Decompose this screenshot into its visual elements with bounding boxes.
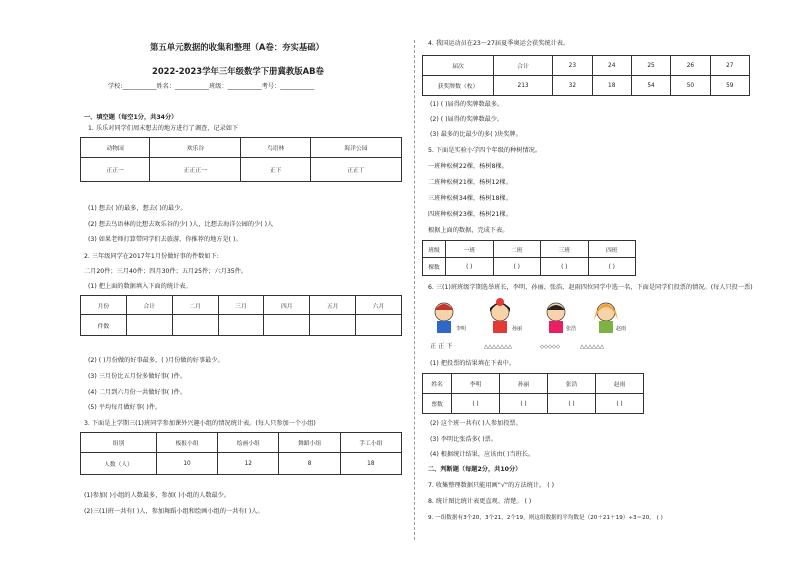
q3-header-cell: 手工小组 (340, 433, 401, 453)
q6-header-cell: 孙丽 (500, 374, 548, 394)
q5-header-cell: 三班 (541, 241, 589, 258)
q5-blank-cell[interactable]: ( ) (588, 258, 636, 276)
q5-header-cell: 一班 (446, 241, 494, 258)
q5-data: 三班种松树34棵，杨树18棵。 (428, 195, 512, 202)
q2-blank-cell[interactable] (310, 315, 356, 336)
section-fill-in-heading: 一、填空题（每空1分，共34分） (84, 114, 178, 121)
q1-header-cell: 欢乐谷 (150, 138, 241, 158)
q4-header-cell: 合计 (494, 56, 553, 76)
q6-blank-cell[interactable]: ( ) (596, 394, 644, 414)
q2-header-cell: 二月 (172, 296, 218, 315)
q5-blank-cell[interactable]: ( ) (541, 258, 589, 276)
q3-item: (2)三(1)班一共有( )人，参加舞蹈小组和绘画小组的一共有( )人。 (84, 508, 264, 515)
q4-value-cell: 50 (671, 76, 710, 96)
vote-tally-sunli: △△△△△△△ (484, 344, 512, 350)
q2-header-cell: 月份 (81, 296, 127, 315)
q5-text: 5. 下面是实验小学四个年级的种树情况。 (428, 147, 542, 154)
student-info-line: 学校:___________姓名：___________班级：___________考号：___________ (108, 83, 315, 90)
q3-value-cell: 8 (279, 453, 340, 475)
q5-blank-cell[interactable]: ( ) (446, 258, 494, 276)
q2-header-cell: 三月 (218, 296, 264, 315)
q4-value-cell: 213 (494, 76, 553, 96)
q5-blank-cell[interactable]: ( ) (493, 258, 541, 276)
q6-blank-cell[interactable]: ( ) (500, 394, 548, 414)
q5-tree-table (422, 240, 636, 276)
q1-header-cell: 海洋公园 (310, 138, 401, 158)
q4-value-cell: 32 (553, 76, 592, 96)
kid-name-zhanghao: 张浩 (566, 326, 577, 332)
q3-header-cell: 绘画小组 (218, 433, 279, 453)
q4-header-cell: 届次 (423, 56, 494, 76)
q1-header-cell: 鸟语林 (241, 138, 310, 158)
q5-data: 二班种松树21棵，杨树12棵。 (428, 179, 512, 186)
q6-row-label: 票数 (423, 394, 452, 414)
kid-name-sunli: 孙丽 (512, 326, 523, 332)
q2-row-label: 件数 (81, 315, 127, 336)
q6-header-cell: 赵雨 (596, 374, 644, 394)
kid-name-liming: 李明 (456, 326, 467, 332)
q6-vote-table (422, 373, 644, 414)
judge-item: 7. 收集整理数据只能用画“√”的方法统计。 ( ) (428, 482, 554, 489)
q5-row-label: 棵数 (423, 258, 446, 276)
q5-header-cell: 二班 (493, 241, 541, 258)
judge-item: 8. 统计图比统计表更直观、清楚。 ( ) (428, 498, 532, 505)
q1-item: (1) 想去( )的最多，想去( )的最少。 (88, 205, 187, 212)
q4-value-cell: 54 (631, 76, 670, 96)
q1-tally-cell: 正正丅 (310, 158, 401, 182)
q4-medal-table (422, 55, 750, 96)
vote-tally-zhaoyu: △△△△△△ (580, 344, 604, 350)
q4-item: (1) ( )届得的奖牌数最多。 (430, 101, 504, 108)
q2-blank-cell[interactable] (218, 315, 264, 336)
q3-item: (1)参加( )小组的人数最多，参加( )小组的人数最少。 (84, 492, 231, 499)
q2-blank-cell[interactable] (172, 315, 218, 336)
q4-header-cell: 25 (631, 56, 670, 76)
column-divider (414, 40, 415, 540)
q3-header-cell: 舞蹈小组 (279, 433, 340, 453)
q1-item: (3) 如果老师打算带同学们去旅游，你推荐的地方是( )。 (88, 236, 242, 243)
q5-prompt: 根据上面的数据，完成下表。 (428, 227, 509, 234)
q6-item: (1) 把投票的结果填在下表中。 (430, 360, 515, 367)
kid-name-zhaoyu: 赵雨 (616, 326, 627, 332)
q4-row-label: 获奖牌数（枚） (423, 76, 494, 96)
q3-row-label: 人数（人） (81, 453, 157, 475)
q2-item: (5) 平均每月做好事( )件。 (88, 404, 162, 411)
q1-survey-table (80, 137, 402, 182)
q5-data: 一班种松树22棵，杨树8棵。 (428, 163, 508, 170)
q3-header-cell: 组别 (81, 433, 157, 453)
q3-value-cell: 18 (340, 453, 401, 475)
vote-tally-liming: 正 正 下 (430, 343, 453, 350)
q5-header-cell: 四班 (588, 241, 636, 258)
q2-item: (3) 三月份比五月份多做好事( )件。 (88, 373, 186, 380)
q1-tally-cell: 正正一 (81, 158, 150, 182)
q2-header-cell: 六月 (356, 296, 402, 315)
page-subtitle: 2022-2023学年三年级数学下册冀教版AB卷 (152, 66, 324, 76)
vote-tally-zhanghao: ◇◇◇◇◇ (540, 344, 560, 350)
q5-data: 四班种松树23棵，杨树21棵。 (428, 211, 512, 218)
q4-text: 4. 我国运动员在23～27届夏季奥运会获奖统计表。 (428, 40, 570, 47)
q4-header-cell: 26 (671, 56, 710, 76)
section-judge-heading: 二、判断题（每题2分，共10分） (428, 466, 522, 473)
q1-tally-cell: 正正正一 (150, 158, 241, 182)
q6-text: 6. 三(1)班班级学期选举班长，李明、孙丽、张浩、赵雨四位同学中选一名，下面是同学们投票的情况。(每人只投一票) (428, 284, 753, 291)
q3-header-cell: 板报小组 (156, 433, 217, 453)
q2-statistics-table (80, 295, 402, 336)
q3-value-cell: 12 (218, 453, 279, 475)
q2-text: 2. 三年级同学在2017年1月份做好事的件数如下: (84, 253, 219, 260)
q2-blank-cell[interactable] (356, 315, 402, 336)
q2-header-cell: 合计 (126, 296, 172, 315)
q1-header-cell: 动物园 (81, 138, 150, 158)
q6-item: (4) 根据统计结果，应该由( )当班长。 (430, 451, 535, 458)
q4-header-cell: 24 (592, 56, 631, 76)
q6-header-cell: 李明 (452, 374, 500, 394)
q6-item: (2) 这个班一共有( )人参加投票。 (430, 420, 522, 427)
q1-tally-cell: 正下 (241, 158, 310, 182)
q6-header-cell: 姓名 (423, 374, 452, 394)
q2-item: (4) 二月到六月份一共做好事( )件。 (88, 389, 186, 396)
q2-blank-cell[interactable] (126, 315, 172, 336)
q4-value-cell: 59 (710, 76, 749, 96)
q3-group-table (80, 432, 402, 475)
q2-blank-cell[interactable] (264, 315, 310, 336)
q4-item: (2) ( )届得的奖牌数最少。 (430, 116, 504, 123)
q2-data: 二月20件；三月40件；四月30件；五月25件；六月35件。 (84, 268, 248, 275)
q3-value-cell: 10 (156, 453, 217, 475)
q6-blank-cell[interactable]: ( ) (548, 394, 596, 414)
q6-item: (3) 李明比张浩多( )票。 (430, 436, 498, 443)
q5-header-cell: 班级 (423, 241, 446, 258)
page-title: 第五单元数据的收集和整理（A卷：夯实基础） (150, 42, 324, 52)
q4-value-cell: 18 (592, 76, 631, 96)
judge-item: 9. 一组数据有3个20，3个21，2个19，则这组数据的平均数是（20＋21＋19）÷3＝20。 ( ) (428, 515, 663, 521)
q2-item: (2) ( )月份做的好事最多，( )月份做的好事最少。 (88, 357, 224, 364)
q4-header-cell: 27 (710, 56, 749, 76)
q1-item: (2) 想去鸟语林的比想去欢乐谷的少( )人，比想去海洋公园的少( )人 (88, 221, 274, 228)
q2-header-cell: 五月 (310, 296, 356, 315)
q4-header-cell: 23 (553, 56, 592, 76)
q6-header-cell: 张浩 (548, 374, 596, 394)
q6-blank-cell[interactable]: ( ) (452, 394, 500, 414)
q2-instruction: (1) 把上面的数据填入下面的统计表。 (88, 283, 192, 290)
q4-item: (3) 最多的比最少的多( )块奖牌。 (430, 131, 522, 138)
q3-text: 3. 下面是上学期三(1)班同学参加课外兴趣小组的情况统计表。(每人只参加一个小组) (84, 420, 316, 427)
q2-header-cell: 四月 (264, 296, 310, 315)
q1-text: 1. 乐乐对同学们周末想去的地方进行了调查，记录如下 (88, 125, 239, 132)
